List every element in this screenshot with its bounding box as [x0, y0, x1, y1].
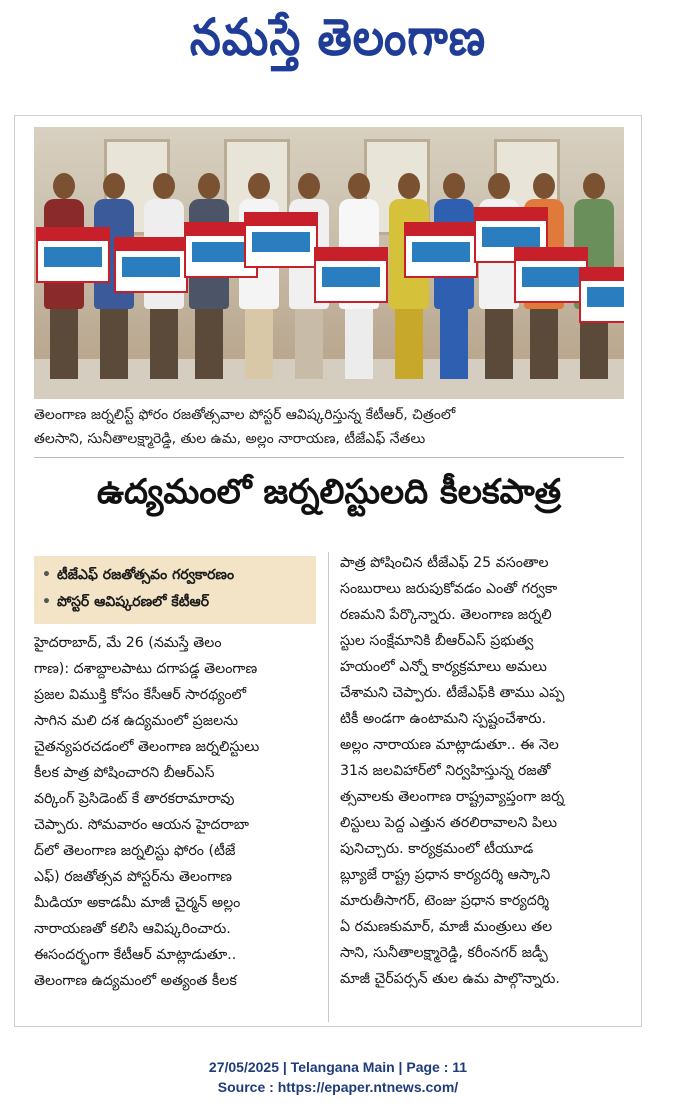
body-line: మాజీ చైర్‌పర్సన్ తుల ఉమ పాల్గొన్నారు. — [340, 971, 560, 987]
body-line: ఎఫ్) రజతోత్సవ పోస్టర్‌ను తెలంగాణ — [34, 869, 232, 885]
article-headline: ఉద్యమంలో జర్నలిస్టులది కీలకపాత్ర — [96, 472, 562, 512]
body-line: పాత్ర పోషించిన టీజేఎఫ్ 25 వసంతాల — [340, 555, 549, 571]
footer-date-edition: 27/05/2025 | Telangana Main | Page : 11 — [208, 1059, 468, 1075]
footer-source: Source : https://epaper.ntnews.com/ — [217, 1079, 459, 1095]
body-line: 31న జలవిహార్‌లో నిర్వహిస్తున్న రజతో — [340, 763, 551, 779]
body-line: కీలక పాత్ర పోషించారని బీఆర్ఎస్ — [34, 765, 215, 781]
page-footer — [0, 1057, 676, 1097]
body-line: తెలంగాణ ఉద్యమంలో అత్యంత కీలక — [34, 973, 237, 989]
body-line: మీడియా అకాడమీ మాజీ చైర్మన్ అల్లం — [34, 895, 241, 911]
body-line: ఏ రమణకుమార్, మాజీ మంత్రులు తల — [340, 919, 553, 935]
photo-caption — [34, 403, 624, 458]
body-line: సంబురాలు జరుపుకోవడం ఎంతో గర్వకా — [340, 581, 558, 597]
body-line: చెప్పారు. సోమవారం ఆయన హైదరాబా — [34, 817, 250, 833]
body-line: ప్రజల విముక్తి కోసం కేసీఆర్ సారథ్యంలో — [34, 687, 247, 703]
body-line: హయంలో ఎన్నో కార్యక్రమాలు అమలు — [340, 659, 547, 675]
highlight-item: • టీజేఎఫ్ రజతోత్సవం గర్వకారణం — [42, 567, 235, 583]
body-line: త్సవాలకు తెలంగాణ రాష్ట్రవ్యాప్తంగా జర్న — [340, 789, 565, 805]
body-line: పునిచ్చారు. కార్యక్రమంలో టీయూడ — [340, 841, 534, 857]
body-line: చేశామని చెప్పారు. టీజేఎఫ్‌కి తాము ఎప్ప — [340, 685, 565, 701]
body-line: ద్‌లో తెలంగాణ జర్నలిస్టు ఫోరం (టీజే — [34, 843, 236, 859]
masthead-logo — [0, 0, 676, 95]
body-line: నారాయణతో కలిసి ఆవిష్కరించారు. — [34, 921, 231, 937]
article-body-right-column — [340, 550, 624, 992]
body-line: సాగిన మలి దశ ఉద్యమంలో ప్రజలను — [34, 713, 239, 729]
body-line: సాని, సునీతాలక్ష్మారెడ్డి, కరీంనగర్ జడ్పీ — [340, 945, 548, 961]
body-line: గాణ): దశాబ్దాలపాటు దగాపడ్డ తెలంగాణ — [34, 661, 258, 677]
body-line: స్టుల సంక్షేమానికి బీఆర్ఎస్ ప్రభుత్వ — [340, 633, 534, 649]
caption-line-1: తెలంగాణ జర్నలిస్ట్ ఫోరం రజతోత్సవాల పోస్టర్ ఆవిష్కరిస్తున్న కేటీఆర్, చిత్రంలో — [34, 407, 456, 423]
highlights-box — [34, 556, 316, 624]
article-body-left-column — [34, 630, 318, 994]
column-divider — [328, 552, 329, 1022]
body-line: వర్కింగ్ ప్రెసిడెంట్ కే తారకరామారావు — [34, 791, 235, 807]
masthead-title: నమస్తే తెలంగాణ — [189, 8, 487, 67]
body-line: టికీ అండగా ఉంటామని స్పష్టంచేశారు. — [340, 711, 547, 727]
body-line: లిస్టులు పెద్ద ఎత్తున తరలిరావాలని పిలు — [340, 815, 558, 831]
body-line: మారుతీసాగర్, టెంజు ప్రధాన కార్యదర్శి — [340, 893, 550, 909]
body-line: హైదరాబాద్, మే 26 (నమస్తే తెలం — [34, 635, 222, 651]
article-photo — [34, 127, 624, 399]
body-line: రణమని పేర్కొన్నారు. తెలంగాణ జర్నలి — [340, 607, 552, 623]
body-line: చైతన్యపరచడంలో తెలంగాణ జర్నలిస్టులు — [34, 739, 260, 755]
highlight-item: • పోస్టర్ ఆవిష్కరణలో కేటీఆర్ — [42, 594, 210, 610]
caption-line-2: తలసాని, సునీతాలక్ష్మారెడ్డి, తుల ఉమ, అల్లం నారాయణ, టీజేఎఫ్ నేతలు — [34, 431, 426, 447]
body-line: బ్ల్యూజే రాష్ట్ర ప్రధాన కార్యదర్శి ఆస్కాని — [340, 867, 551, 883]
body-line: అల్లం నారాయణ మాట్లాడుతూ.. ఈ నెల — [340, 737, 559, 753]
body-line: ఈసందర్భంగా కేటీఆర్ మాట్లాడుతూ.. — [34, 947, 237, 963]
